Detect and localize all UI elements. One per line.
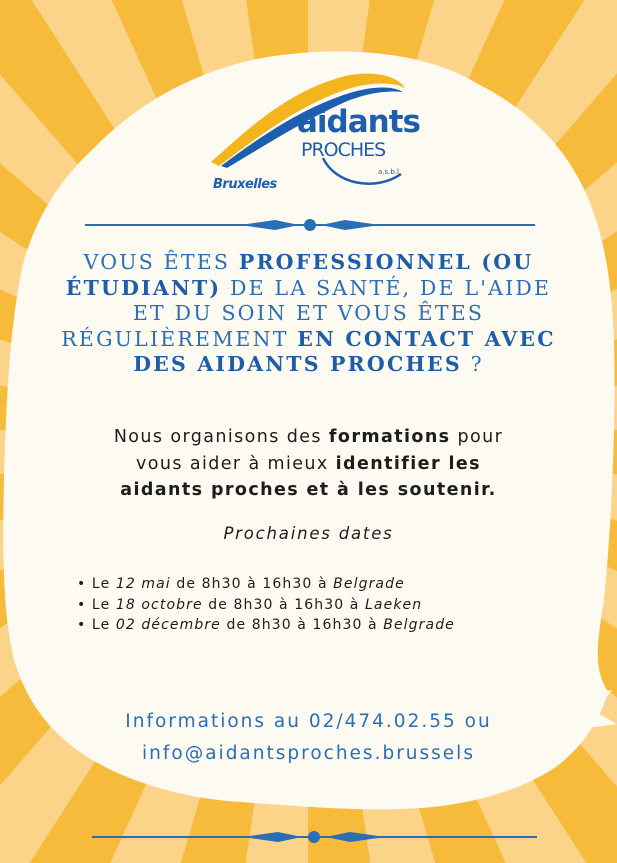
contact-info	[0, 706, 617, 770]
divider-right-diamond	[326, 832, 386, 842]
intro-line-2: vous aider à mieux identifier les	[136, 453, 481, 474]
bottom-divider	[92, 828, 537, 846]
intro-paragraph	[40, 424, 577, 504]
aidants-proches-logo	[205, 62, 420, 202]
contact-phone-line: Informations au 02/474.02.55 ou	[125, 711, 492, 732]
bullet-icon: •	[77, 576, 87, 592]
intro-line-1: Nous organisons des formations pour	[113, 427, 504, 447]
headline-line-5: DES AIDANTS PROCHES ?	[133, 352, 484, 376]
divider-center-dot	[308, 831, 320, 843]
headline	[50, 250, 567, 378]
contact-email-line: info@aidantsproches.brussels	[142, 743, 475, 764]
date-item-2: • Le 18 octobre de 8h30 à 16h30 à Laeken	[77, 596, 423, 613]
dates-heading: Prochaines dates	[223, 524, 394, 543]
date-item-3: • Le 02 décembre de 8h30 à 16h30 à Belgrade	[77, 617, 455, 633]
date-item-1: • Le 12 mai de 8h30 à 16h30 à Belgrade	[77, 576, 405, 592]
bullet-icon: •	[77, 596, 87, 613]
headline-line-3: ET DU SOIN ET VOUS ÊTES	[132, 301, 485, 325]
headline-line-1: VOUS ÊTES PROFESSIONNEL (OU	[83, 250, 534, 274]
divider-left-diamond	[242, 832, 302, 842]
logo-word-aidants: aidants	[297, 104, 420, 140]
divider-center-dot	[304, 219, 316, 231]
headline-line-2: ÉTUDIANT) DE LA SANTÉ, DE L'AIDE	[65, 275, 552, 300]
logo-legal-form: a.s.b.l.	[378, 168, 402, 176]
top-divider	[85, 216, 535, 234]
bullet-icon: •	[77, 617, 87, 633]
logo-city: Bruxelles	[213, 177, 277, 192]
date-list	[77, 574, 455, 636]
logo-word-proches: PROCHES	[301, 139, 386, 161]
divider-right-diamond	[321, 220, 380, 230]
divider-left-diamond	[240, 220, 299, 230]
headline-line-4: RÉGULIÈREMENT EN CONTACT AVEC	[61, 326, 556, 351]
intro-line-3: aidants proches et à les soutenir.	[120, 480, 497, 500]
